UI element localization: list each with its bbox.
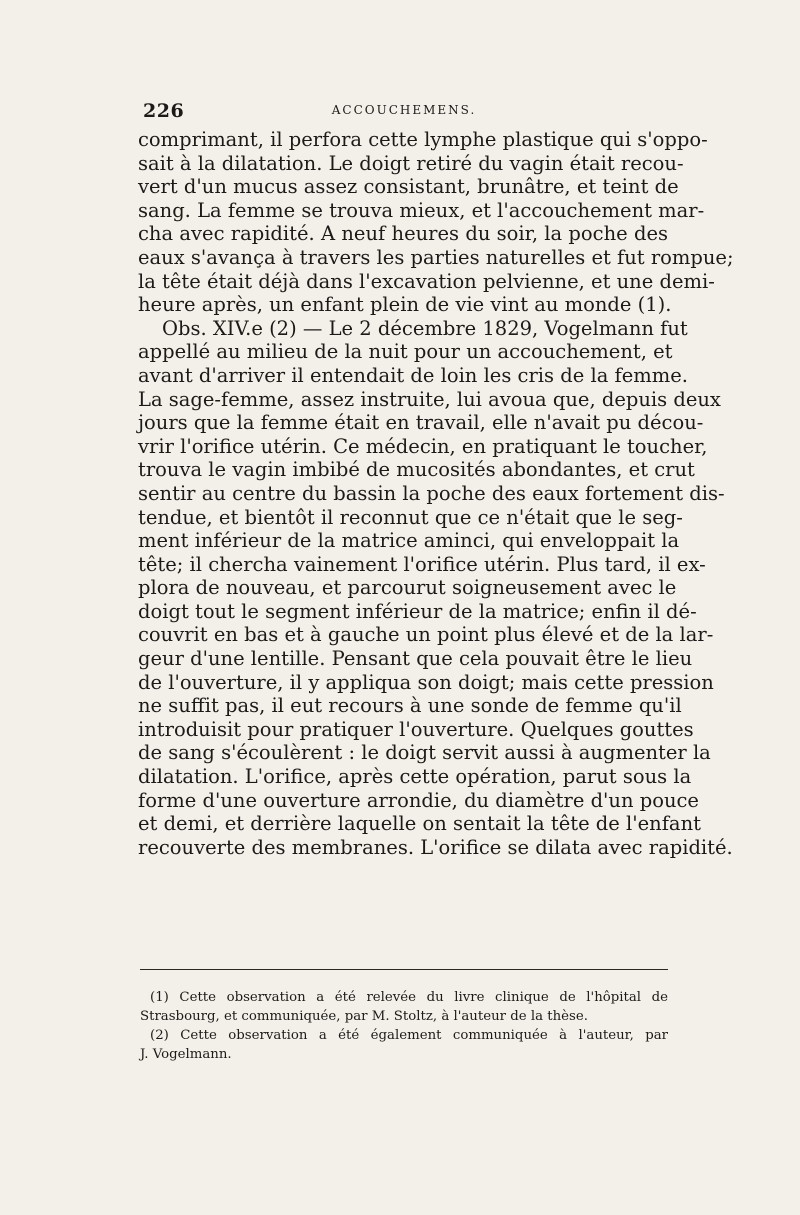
text-line: introduisit pour pratiquer l'ouverture. Quelques gouttes [138,717,694,741]
footnote-line: Strasbourg, et communiquée, par M. Stoltz, à l'auteur de la thèse. [140,1009,588,1024]
footnote-divider [140,969,668,971]
text-line: et demi, et derrière laquelle on sentait la tête de l'enfant [138,812,701,836]
text-line: vrir l'orifice utérin. Ce médecin, en pratiquant le toucher, [138,434,708,458]
text-line: sentir au centre du bassin la poche des eaux fortement dis- [138,481,725,505]
text-line: ne suffit pas, il eut recours à une sonde de femme qu'il [138,694,682,718]
text-line: Obs. XIV.e (2) — Le 2 décembre 1829, Vogelmann fut [162,316,688,340]
text-line: appellé au milieu de la nuit pour un accouchement, et [138,340,673,364]
running-head: ACCOUCHEMENS. [331,103,477,117]
footnote-line: (1) Cette observation a été relevée du livre clinique de l'hôpital de [150,990,668,1005]
text-line: cha avec rapidité. A neuf heures du soir, la poche des [138,222,668,246]
text-line: couvrit en bas et à gauche un point plus élevé et de la lar- [138,623,714,647]
text-line: vert d'un mucus assez consistant, brunâtre, et teint de [138,175,679,199]
page-header [143,100,665,122]
text-line: de l'ouverture, il y appliqua son doigt; mais cette pression [138,670,714,694]
text-line: sait à la dilatation. Le doigt retiré du vagin était recou- [138,151,684,175]
text-line: dilatation. L'orifice, après cette opération, parut sous la [138,765,692,789]
text-line: La sage-femme, assez instruite, lui avoua que, depuis deux [138,387,721,411]
text-line: comprimant, il perfora cette lymphe plastique qui s'oppo- [138,128,708,151]
text-line: tête; il chercha vainement l'orifice utérin. Plus tard, il ex- [138,552,706,576]
text-line: geur d'une lentille. Pensant que cela pouvait être le lieu [138,647,693,671]
body-text [138,128,734,859]
footnote-line: (2) Cette observation a été également communiquée à l'auteur, par [150,1028,668,1043]
footnotes [140,988,668,1064]
text-line: sang. La femme se trouva mieux, et l'accouchement mar- [138,198,705,222]
text-line: heure après, un enfant plein de vie vint au monde (1). [138,293,672,317]
page-number: 226 [143,100,185,122]
text-line: doigt tout le segment inférieur de la matrice; enfin il dé- [138,599,697,623]
text-line: avant d'arriver il entendait de loin les cris de la femme. [138,363,688,387]
text-line: de sang s'écoulèrent : le doigt servit aussi à augmenter la [138,741,711,765]
text-line: plora de nouveau, et parcourut soigneusement avec le [138,576,677,600]
text-line: ment inférieur de la matrice aminci, qui enveloppait la [138,529,680,553]
text-line: recouverte des membranes. L'orifice se dilata avec rapidité. [138,835,733,859]
text-line: eaux s'avança à travers les parties naturelles et fut rompue; [138,245,734,269]
footnote-line: J. Vogelmann. [140,1047,232,1062]
text-line: trouva le vagin imbibé de mucosités abondantes, et crut [138,458,695,482]
text-line: jours que la femme était en travail, elle n'avait pu décou- [138,411,704,435]
text-line: tendue, et bientôt il reconnut que ce n'était que le seg- [138,505,683,529]
text-line: forme d'une ouverture arrondie, du diamètre d'un pouce [138,788,699,812]
text-line: la tête était déjà dans l'excavation pelvienne, et une demi- [138,269,715,293]
